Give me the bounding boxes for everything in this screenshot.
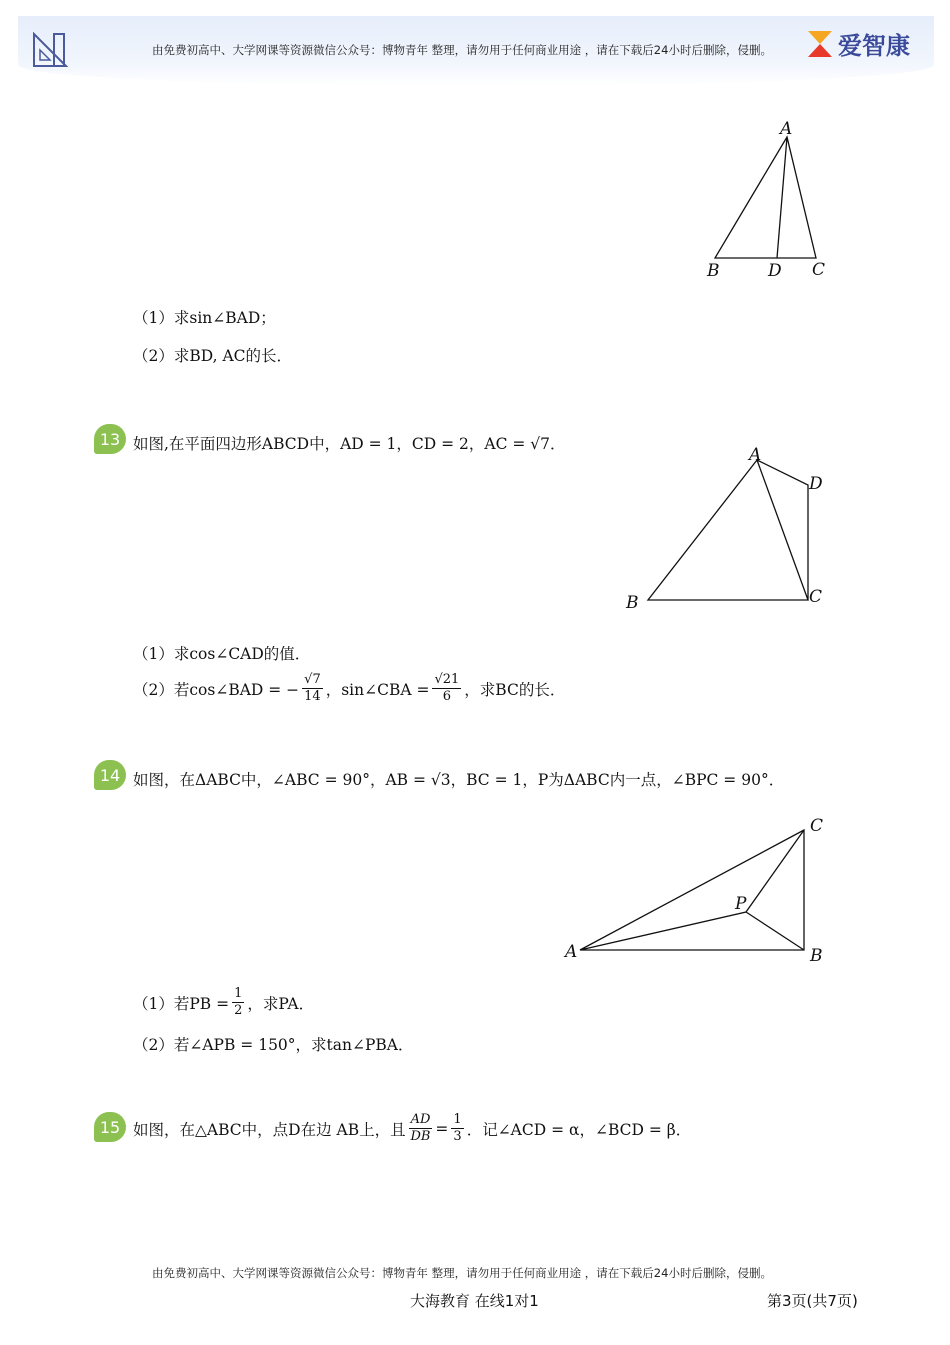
numerator: √7 <box>304 672 321 687</box>
figure-q14 <box>580 830 804 950</box>
logo-text: 爱智康 <box>838 32 910 60</box>
fraction <box>451 1112 463 1145</box>
denominator: DB <box>410 1129 431 1144</box>
text: ，sin∠CBA = <box>325 680 430 699</box>
q14-part2: （2）若∠APB = 150°，求tan∠PBA． <box>133 1036 414 1054</box>
q15-stem <box>133 1112 691 1145</box>
text: 如图，在△ABC中，点D在边 AB上，且 <box>133 1120 406 1139</box>
footer-brand: 大海教育 在线1对1 <box>410 1292 539 1310</box>
q13-part2 <box>133 672 565 705</box>
text: ，求BC的长． <box>464 680 566 699</box>
figure-q12 <box>715 137 816 258</box>
fraction <box>302 672 323 705</box>
text: （2）若cos∠BAD = − <box>133 680 300 699</box>
numerator: 1 <box>453 1112 462 1127</box>
numerator: 1 <box>234 986 243 1001</box>
text: = <box>435 1119 449 1138</box>
text: ，求PA． <box>247 994 315 1013</box>
fraction <box>409 1112 433 1145</box>
label-A: A <box>749 445 762 465</box>
label-P: P <box>735 894 747 914</box>
denominator: 3 <box>453 1129 462 1144</box>
label-D: D <box>768 261 782 281</box>
fraction <box>232 986 244 1019</box>
label-C: C <box>812 260 826 280</box>
page-number: 第3页(共7页) <box>767 1292 858 1310</box>
label-C: C <box>809 587 823 607</box>
label-A: A <box>780 119 793 139</box>
label-C: C <box>810 816 824 836</box>
q14-stem: 如图，在ΔABC中，∠ABC = 90°，AB = √3，BC = 1，P为ΔABC内一点，∠BPC = 90°． <box>133 771 785 789</box>
numerator: AD <box>410 1112 431 1127</box>
question-number-badge: 13 <box>94 424 126 454</box>
question-number-badge: 15 <box>94 1112 126 1142</box>
q12-part1: （1）求sin∠BAD； <box>133 309 276 327</box>
figure-q13 <box>648 460 808 600</box>
fraction <box>432 672 461 705</box>
label-B: B <box>707 261 720 281</box>
text: （1）若PB = <box>133 994 230 1013</box>
denominator: 6 <box>442 689 452 704</box>
header-notice: 由免费初高中、大学网课等资源微信公众号：博物青年 整理，请勿用于任何商业用途 ，请在下载后24小时后删除，侵删。 <box>152 43 772 57</box>
question-number-badge: 14 <box>94 760 126 790</box>
denominator: 2 <box>234 1003 243 1018</box>
text: ．记∠ACD = α，∠BCD = β． <box>466 1120 692 1139</box>
q13-part1: （1）求cos∠CAD的值． <box>133 645 311 663</box>
label-B: B <box>810 946 823 966</box>
label-B: B <box>626 593 639 613</box>
numerator: √21 <box>434 672 460 687</box>
q14-part1 <box>133 986 314 1019</box>
denominator: 14 <box>304 689 321 704</box>
q13-stem: 如图,在平面四边形ABCD中，AD = 1，CD = 2，AC = √7． <box>133 435 566 453</box>
label-A: A <box>565 942 578 962</box>
label-D: D <box>809 474 823 494</box>
q12-part2: （2）求BD, AC的长． <box>133 347 293 365</box>
footer-notice: 由免费初高中、大学网课等资源微信公众号：博物青年 整理，请勿用于任何商业用途 ，请在下载后24小时后删除，侵删。 <box>152 1266 772 1280</box>
